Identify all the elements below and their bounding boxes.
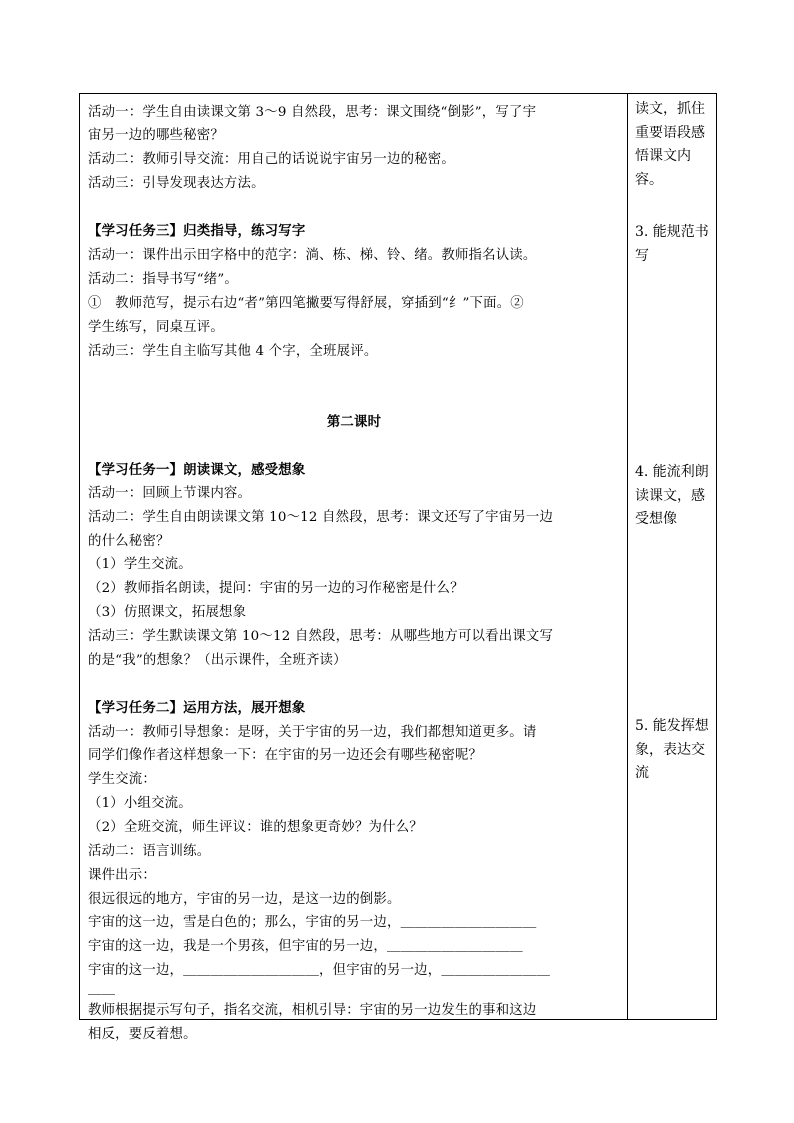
text-line: （2）教师指名朗读，提问：宇宙的另一边的习作秘密是什么？ — [88, 581, 464, 596]
text-line: （1）学生交流。 — [88, 557, 192, 572]
text-line: 活动一：回顾上节课内容。 — [88, 486, 252, 501]
text-line: 活动一：学生自由读课文第 3～9 自然段，思考：课文围绕“倒影”，写了宇 — [88, 105, 537, 120]
text-line: （3）仿照课文，拓展想象 — [88, 605, 247, 620]
text-line: 学生交流： — [88, 772, 156, 787]
text-line: 活动三：学生默读课文第 10～12 自然段，思考：从哪些地方可以看出课文写 — [88, 629, 554, 644]
section-title: 第二课时 — [326, 414, 382, 430]
goal-text: 4. 能流利朗读课文，感受想像 — [635, 464, 709, 527]
text-line: （2）全班交流，师生评议：谁的想象更奇妙？为什么？ — [88, 820, 423, 835]
task-heading: 【学习任务三】归类指导，练习写字 — [88, 223, 306, 239]
text-line: 宙另一边的哪些秘密？ — [88, 128, 224, 143]
text-line: ① 教师范写，提示右边“者”第四笔撇要写得舒展，穿插到“纟”下面。② — [88, 296, 524, 311]
text-line: 相反，要反着想。 — [88, 1027, 197, 1042]
text-line: 活动二：语言训练。 — [88, 844, 211, 859]
goal-text: 3. 能规范书写 — [635, 224, 709, 264]
goal-text: 读文，抓住重要语段感悟课文内容。 — [635, 101, 705, 188]
text-line: 学生练写，同桌互评。 — [88, 320, 224, 335]
fill-blank-line: ＿＿ — [88, 982, 116, 997]
goal-text: 5. 能发挥想象，表达交流 — [635, 718, 709, 781]
text-line: 的是“我”的想象？（出示课件，全班齐读） — [88, 653, 347, 668]
text-line: 活动三：引导发现表达方法。 — [88, 176, 265, 191]
text-line: 活动二：教师引导交流：用自己的话说说宇宙另一边的秘密。 — [88, 152, 455, 167]
task-heading: 【学习任务一】朗读课文，感受想象 — [88, 462, 306, 478]
text-line: 活动一：教师引导想象：是呀，关于宇宙的另一边，我们都想知道更多。请 — [88, 725, 537, 740]
text-line: 教师根据提示写句子，指名交流，相机引导：宇宙的另一边发生的事和这边 — [88, 1003, 537, 1018]
text-line: 的什么秘密？ — [88, 534, 170, 549]
text-line: 同学们像作者这样想象一下：在宇宙的另一边还会有哪些秘密呢？ — [88, 748, 483, 763]
text-line: 活动二：学生自由朗读课文第 10～12 自然段，思考：课文还写了宇宙另一边 — [88, 510, 554, 525]
fill-blank-line: 宇宙的这一边，＿＿＿＿＿＿＿＿＿＿，但宇宙的另一边，＿＿＿＿＿＿＿＿ — [88, 963, 551, 978]
text-line: 课件出示： — [88, 868, 156, 883]
text-line: （1）小组交流。 — [88, 796, 192, 811]
activity-column — [80, 94, 628, 1042]
text-line: 活动一：课件出示田字格中的范字：淌、栋、梯、铃、绪。教师指名认读。 — [88, 248, 537, 263]
text-line: 活动三：学生自主临写其他 4 个字，全班展评。 — [88, 344, 378, 359]
fill-blank-line: 宇宙的这一边，雪是白色的；那么，宇宙的另一边，＿＿＿＿＿＿＿＿＿＿ — [88, 915, 537, 930]
fill-blank-line: 宇宙的这一边，我是一个男孩，但宇宙的另一边，＿＿＿＿＿＿＿＿＿＿ — [88, 939, 523, 954]
goal-column — [628, 94, 716, 1019]
text-line: 活动二：指导书写“绪”。 — [88, 272, 238, 287]
task-heading: 【学习任务二】运用方法，展开想象 — [88, 700, 306, 716]
lesson-plan-table — [79, 93, 717, 1042]
text-line: 很远很远的地方，宇宙的另一边，是这一边的倒影。 — [88, 892, 401, 907]
